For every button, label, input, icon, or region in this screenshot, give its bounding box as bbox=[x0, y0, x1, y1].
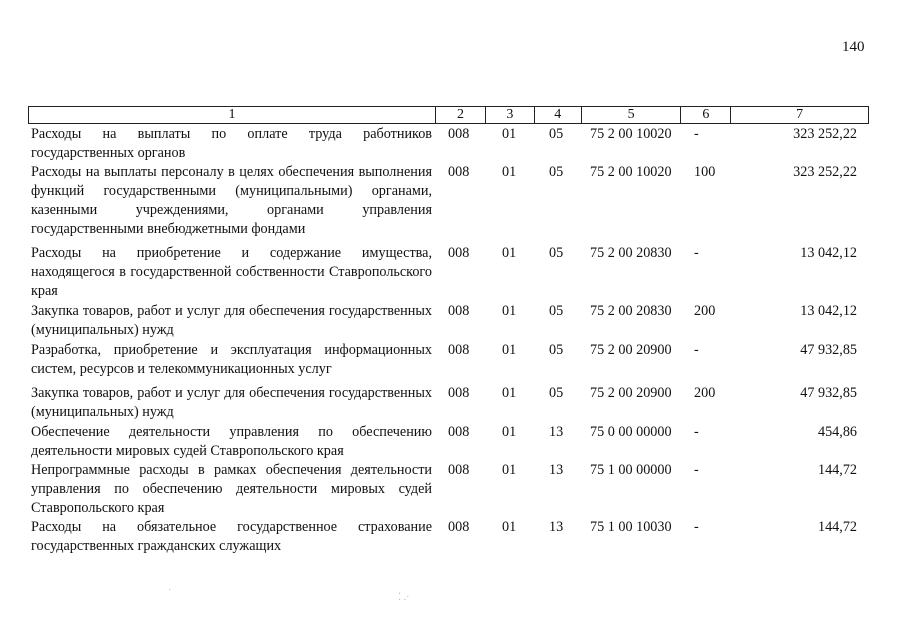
row-col-4: 13 bbox=[549, 462, 564, 478]
row-col-3: 01 bbox=[502, 424, 517, 440]
row-col-3: 01 bbox=[502, 462, 517, 478]
row-col-2: 008 bbox=[448, 342, 470, 358]
row-description: Расходы на приобретение и содержание имущества, находящегося в государственной собственности Ставропольского края bbox=[31, 245, 432, 299]
header-col-2: 2 bbox=[436, 107, 486, 123]
row-description: Непрограммные расходы в рамках обеспечения деятельности управления по обеспечению деятельности мировых судей Ставропольского края bbox=[31, 462, 432, 516]
row-col-4: 13 bbox=[549, 519, 564, 535]
row-col-5: 75 2 00 20900 bbox=[590, 342, 672, 358]
row-col-7: 323 252,22 bbox=[793, 164, 857, 180]
header-col-6: 6 bbox=[681, 107, 731, 123]
row-col-5: 75 0 00 00000 bbox=[590, 424, 672, 440]
row-col-6: - bbox=[694, 424, 699, 440]
scan-speck: · bbox=[168, 585, 172, 596]
header-col-5: 5 bbox=[582, 107, 682, 123]
row-col-2: 008 bbox=[448, 462, 470, 478]
row-col-2: 008 bbox=[448, 385, 470, 401]
row-col-6: 200 bbox=[694, 303, 716, 319]
row-col-5: 75 2 00 10020 bbox=[590, 126, 672, 142]
row-col-3: 01 bbox=[502, 519, 517, 535]
row-col-4: 05 bbox=[549, 303, 564, 319]
row-col-4: 05 bbox=[549, 164, 564, 180]
row-col-7: 47 932,85 bbox=[800, 385, 857, 401]
row-col-3: 01 bbox=[502, 342, 517, 358]
row-col-2: 008 bbox=[448, 126, 470, 142]
row-col-5: 75 1 00 10030 bbox=[590, 519, 672, 535]
row-col-5: 75 2 00 20830 bbox=[590, 245, 672, 261]
row-col-3: 01 bbox=[502, 385, 517, 401]
row-col-5: 75 2 00 20900 bbox=[590, 385, 672, 401]
row-description: Расходы на выплаты персоналу в целях обеспечения выполнения функций государственными (муниципальными) органами, казенными учреждениями, органами управления государственными внебюджетными фондами bbox=[31, 164, 432, 237]
row-col-3: 01 bbox=[502, 245, 517, 261]
row-col-4: 13 bbox=[549, 424, 564, 440]
row-col-6: - bbox=[694, 126, 699, 142]
row-description: Расходы на обязательное государственное страхование государственных гражданских служащих bbox=[31, 519, 432, 554]
row-col-4: 05 bbox=[549, 126, 564, 142]
scan-speck: ⁚ .· bbox=[398, 592, 410, 603]
row-col-4: 05 bbox=[549, 342, 564, 358]
row-col-7: 47 932,85 bbox=[800, 342, 857, 358]
row-col-5: 75 2 00 20830 bbox=[590, 303, 672, 319]
row-col-2: 008 bbox=[448, 519, 470, 535]
row-col-2: 008 bbox=[448, 303, 470, 319]
row-col-7: 144,72 bbox=[817, 519, 857, 535]
row-col-6: - bbox=[694, 342, 699, 358]
header-col-7: 7 bbox=[796, 107, 804, 122]
row-col-4: 05 bbox=[549, 245, 564, 261]
header-col-1: 1 bbox=[29, 107, 436, 123]
row-description: Разработка, приобретение и эксплуатация информационных систем, ресурсов и телекоммуникационных услуг bbox=[31, 342, 432, 377]
row-col-6: - bbox=[694, 519, 699, 535]
header-col-3: 3 bbox=[486, 107, 535, 123]
row-col-6: 200 bbox=[694, 385, 716, 401]
row-col-6: 100 bbox=[694, 164, 716, 180]
row-col-5: 75 1 00 00000 bbox=[590, 462, 672, 478]
row-col-3: 01 bbox=[502, 303, 517, 319]
row-col-7: 13 042,12 bbox=[800, 303, 857, 319]
header-col-4: 4 bbox=[535, 107, 582, 123]
row-col-4: 05 bbox=[549, 385, 564, 401]
row-col-7: 454,86 bbox=[817, 424, 857, 440]
row-col-7: 144,72 bbox=[817, 462, 857, 478]
row-col-2: 008 bbox=[448, 164, 470, 180]
row-col-2: 008 bbox=[448, 424, 470, 440]
row-col-7: 13 042,12 bbox=[800, 245, 857, 261]
page-number: 140 bbox=[842, 39, 865, 55]
row-description: Закупка товаров, работ и услуг для обеспечения государственных (муниципальных) нужд bbox=[31, 303, 432, 338]
row-col-2: 008 bbox=[448, 245, 470, 261]
row-col-3: 01 bbox=[502, 126, 517, 142]
row-col-7: 323 252,22 bbox=[793, 126, 857, 142]
row-col-5: 75 2 00 10020 bbox=[590, 164, 672, 180]
row-description: Обеспечение деятельности управления по обеспечению деятельности мировых судей Ставропольского края bbox=[31, 424, 432, 459]
row-description: Расходы на выплаты по оплате труда работников государственных органов bbox=[31, 126, 432, 161]
row-col-6: - bbox=[694, 245, 699, 261]
row-col-6: - bbox=[694, 462, 699, 478]
table-header bbox=[28, 106, 869, 124]
row-col-3: 01 bbox=[502, 164, 517, 180]
row-description: Закупка товаров, работ и услуг для обеспечения государственных (муниципальных) нужд bbox=[31, 385, 432, 420]
